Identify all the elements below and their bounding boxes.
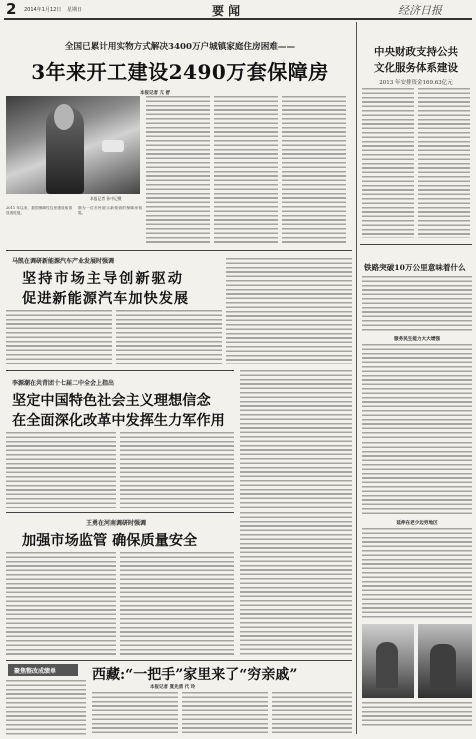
page-header (0, 0, 476, 20)
li-headline-2: 在全面深化改革中发挥生力军作用 (12, 413, 225, 429)
section-divider-4 (6, 660, 352, 661)
masthead-logo: 经济日报 (398, 4, 442, 17)
rail-caption (362, 702, 472, 728)
li-headline-1: 坚定中国特色社会主义理想信念 (12, 393, 211, 409)
issue-date: 2014年1月12日 (24, 7, 62, 13)
page-number: 2 (6, 0, 17, 18)
lead-photo-credit: 本报记者 孙中记摄 (90, 196, 122, 201)
rail-photo-2 (418, 624, 472, 698)
wang-body-3 (240, 512, 352, 656)
issue-weekday: 星期日 (67, 7, 83, 13)
tibet-column-tag-label: 聚焦整改成绩单 (14, 668, 57, 675)
tibet-body-4 (272, 692, 352, 736)
lead-caption-right: 图为一位市民展示新领到的保障房钥匙。 (78, 206, 142, 215)
rail-sub-2: 延伸在老少边穷地区 (396, 521, 438, 526)
lead-headline: 3年来开工建设2490万套保障房 (31, 60, 329, 84)
section-divider-2 (6, 370, 234, 371)
wang-body-2 (120, 552, 234, 656)
tibet-column-tag (8, 664, 78, 676)
rail-photo-2-figure (430, 644, 456, 688)
lead-kicker: 全国已累计用实物方式解决3400万户城镇家庭住房困难—— (64, 42, 296, 52)
section-divider-1 (6, 250, 352, 251)
sidebar-divider (360, 244, 472, 245)
wang-headline: 加强市场监管 确保质量安全 (22, 533, 198, 549)
li-body-3 (240, 370, 352, 508)
rail-body-1 (362, 276, 472, 332)
energy-headline-2: 促进新能源汽车加快发展 (22, 291, 190, 307)
sidebar-rule (356, 22, 357, 734)
header-rule (4, 18, 472, 20)
li-kicker: 李源潮在共青团十七届二中全会上指出 (12, 380, 115, 387)
rail-body-4 (362, 528, 472, 618)
rail-photo-1 (362, 624, 414, 698)
sidebar-body-2 (418, 88, 470, 238)
tibet-body-1 (6, 680, 86, 736)
rail-headline: 铁路突破10万公里意味着什么 (364, 263, 466, 272)
energy-body-1 (6, 310, 112, 364)
sidebar-subhead: 2013 年安排资金169.63亿元 (379, 80, 453, 86)
section-divider-3 (6, 512, 234, 513)
sidebar-body-1 (362, 88, 414, 238)
tibet-body-3 (182, 692, 268, 736)
tibet-headline: 西藏:“一把手”家里来了“穷亲戚” (92, 667, 298, 683)
lead-byline: 本报记者 亢 舒 (140, 91, 171, 96)
sidebar-headline-2: 文化服务体系建设 (374, 62, 458, 74)
section-title: 要 闻 (212, 4, 241, 18)
energy-headline-1: 坚持市场主导创新驱动 (22, 271, 184, 287)
rail-sub-1: 服务民生能力大大增强 (394, 337, 440, 342)
lead-photo (6, 96, 140, 194)
wang-body-1 (6, 552, 116, 656)
li-body-1 (6, 432, 116, 508)
lead-body-col-2 (214, 96, 278, 244)
rail-photo-1-figure (376, 642, 398, 688)
energy-body-3 (226, 258, 352, 364)
tibet-body-2 (92, 692, 178, 736)
photo-keys (102, 140, 124, 152)
energy-kicker: 马凯在调研新能源汽车产业发展时强调 (12, 258, 115, 265)
li-body-2 (120, 432, 234, 508)
lead-body-col-1 (146, 96, 210, 244)
wang-kicker: 王勇在河南调研时强调 (86, 520, 147, 527)
lead-body-col-3 (282, 96, 346, 244)
rail-body-3 (362, 442, 472, 516)
tibet-byline: 本报记者 夏先清 代 玲 (150, 685, 196, 690)
photo-face (54, 104, 74, 130)
sidebar-headline-1: 中央财政支持公共 (374, 46, 458, 58)
rail-body-2 (362, 344, 472, 438)
energy-body-2 (116, 310, 222, 364)
lead-caption-left: 2011 年以来，我国保障性住房建设取得显著进展。 (6, 206, 72, 215)
